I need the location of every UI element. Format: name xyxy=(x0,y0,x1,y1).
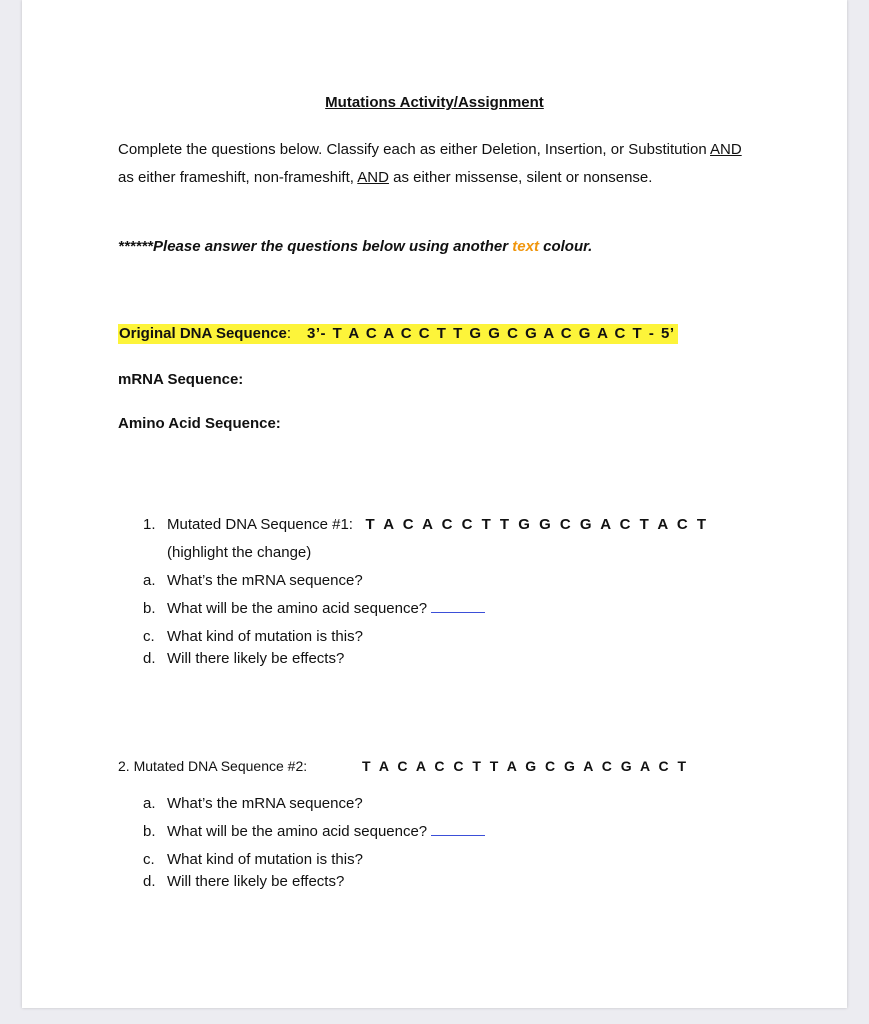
q1-number: 1. xyxy=(143,516,156,533)
q1-b-marker: b. xyxy=(143,600,156,617)
and-emphasis: AND xyxy=(357,169,389,186)
instructions-text: as either missense, silent or nonsense. xyxy=(388,169,653,186)
and-emphasis: AND xyxy=(710,141,742,158)
original-dna-label: Original DNA Sequence xyxy=(119,325,287,342)
q2-c-text: What kind of mutation is this? xyxy=(167,851,363,868)
q1-a-marker: a. xyxy=(143,572,156,589)
instructions-text: Complete the questions below. Classify each as either Deletion, Insertion, or Substitution xyxy=(118,141,710,158)
page-title: Mutations Activity/Assignment xyxy=(325,94,544,111)
amino-acid-sequence-label: Amino Acid Sequence: xyxy=(118,415,281,432)
q2-d-marker: d. xyxy=(143,873,156,890)
original-dna-highlight xyxy=(118,324,678,344)
q1-b-text: What will be the amino acid sequence? xyxy=(167,600,428,617)
answer-blank-line[interactable] xyxy=(431,611,485,613)
q2-a-marker: a. xyxy=(143,795,156,812)
q2-a xyxy=(143,795,363,812)
q2-b-text: What will be the amino acid sequence? xyxy=(167,823,428,840)
note-text-coloured-word: text xyxy=(512,238,539,255)
q1-line xyxy=(167,516,707,533)
q1-c-text: What kind of mutation is this? xyxy=(167,628,363,645)
q2-b-marker: b. xyxy=(143,823,156,840)
q1-d-text: Will there likely be effects? xyxy=(167,650,345,667)
q1-a xyxy=(143,572,363,589)
q1-hint: (highlight the change) xyxy=(167,544,312,561)
note-text: ******Please answer the questions below using another xyxy=(118,238,513,255)
q2-c xyxy=(143,851,363,868)
q1-label: Mutated DNA Sequence #1: xyxy=(167,516,353,533)
q1-c xyxy=(143,628,363,645)
colour-note xyxy=(118,238,592,255)
original-dna-sequence: 3’- T A C A C C T T G G C G A C G A C T - 5’ xyxy=(306,325,675,342)
instructions-text: as either frameshift, non-frameshift, xyxy=(118,169,358,186)
document-page xyxy=(22,0,847,1008)
q1-c-marker: c. xyxy=(143,628,155,645)
mrna-sequence-label: mRNA Sequence: xyxy=(118,371,244,388)
q1-d-marker: d. xyxy=(143,650,156,667)
note-text: colour. xyxy=(538,238,593,255)
q2-mutated-sequence: T A C A C C T T A G C G A C G A C T xyxy=(362,758,688,774)
q1-a-text: What’s the mRNA sequence? xyxy=(167,572,363,589)
q2-label: 2. Mutated DNA Sequence #2: xyxy=(118,758,308,774)
q2-b xyxy=(143,823,485,840)
q2-d xyxy=(143,873,344,890)
q1-b xyxy=(143,600,485,617)
q1-d xyxy=(143,650,344,667)
q1-mutated-sequence: T A C A C C T T G G C G A C T A C T xyxy=(365,516,708,533)
q2-d-text: Will there likely be effects? xyxy=(167,873,345,890)
q2-a-text: What’s the mRNA sequence? xyxy=(167,795,363,812)
original-dna-colon: : xyxy=(286,325,291,342)
answer-blank-line[interactable] xyxy=(431,834,485,836)
instructions-paragraph xyxy=(118,136,758,192)
q2-c-marker: c. xyxy=(143,851,155,868)
